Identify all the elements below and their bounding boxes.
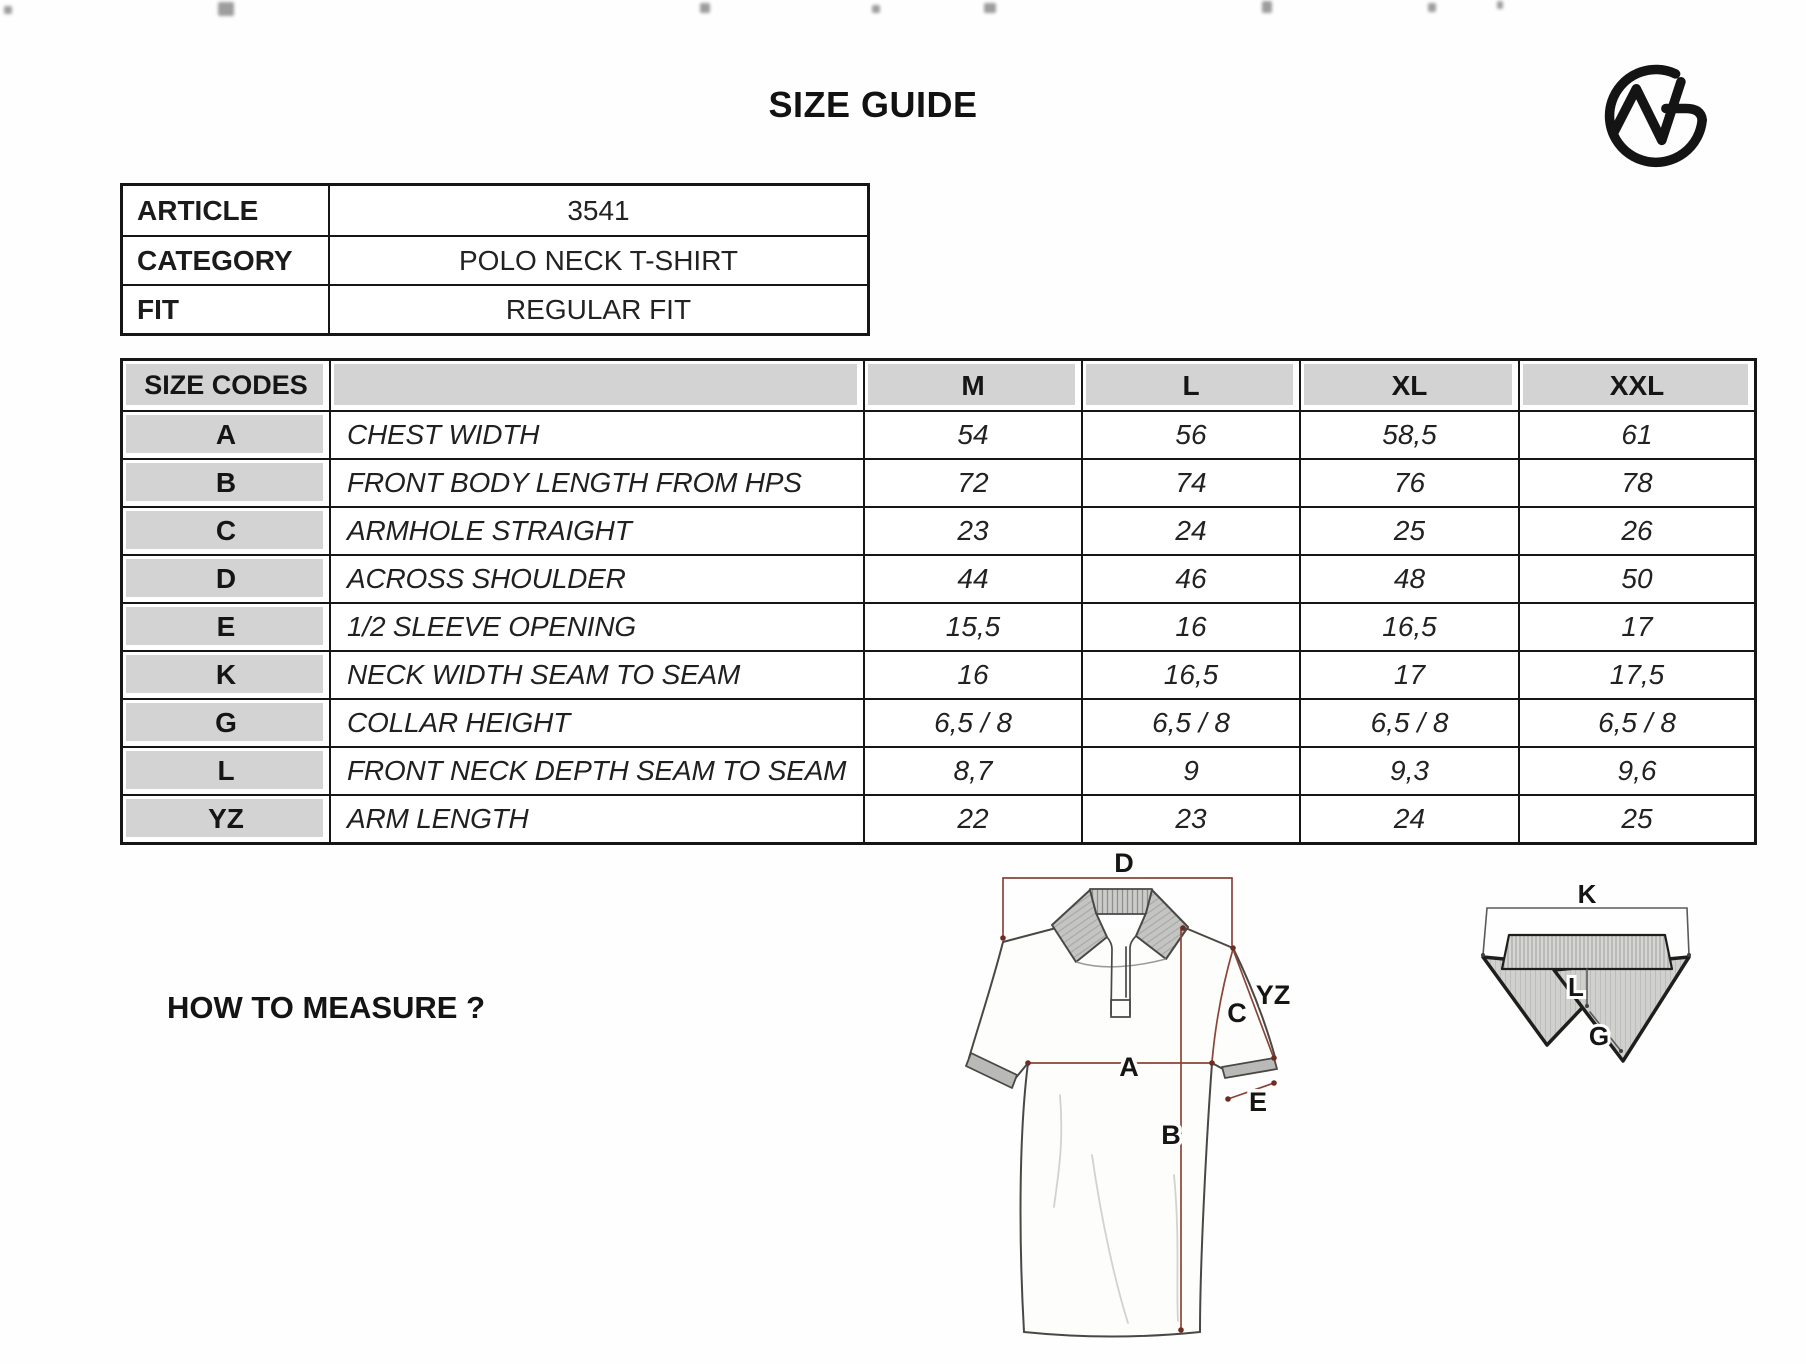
value-xl: 9,3 xyxy=(1390,755,1429,786)
description-cell xyxy=(329,460,863,506)
value-m: 16 xyxy=(957,659,989,690)
value-cell xyxy=(1518,700,1754,746)
value-m: 44 xyxy=(957,563,989,594)
size-header-xxl xyxy=(1518,361,1754,410)
description-label: FRONT BODY LENGTH FROM HPS xyxy=(347,467,802,498)
article-info-table xyxy=(120,183,870,336)
value-cell xyxy=(1299,460,1518,506)
description-cell xyxy=(329,604,863,650)
code-label: YZ xyxy=(208,803,244,834)
measure-label-g: G xyxy=(1588,1021,1610,1051)
value-cell xyxy=(1518,460,1754,506)
measure-label-d: D xyxy=(1114,848,1134,878)
value-cell xyxy=(1299,652,1518,698)
value-cell xyxy=(863,508,1081,554)
fit-row xyxy=(123,284,867,333)
value-xl: 17 xyxy=(1393,659,1426,690)
code-cell xyxy=(123,556,329,602)
measure-dot xyxy=(1619,1049,1623,1053)
shirt-diagram xyxy=(940,845,1410,1345)
value-cell xyxy=(863,652,1081,698)
value-cell xyxy=(1081,556,1299,602)
value-xl: 16,5 xyxy=(1382,611,1437,642)
value-cell xyxy=(1299,748,1518,794)
size-header-label: XXL xyxy=(1609,369,1665,401)
size-codes-header: SIZE CODES xyxy=(144,370,308,400)
value-xxl: 17,5 xyxy=(1609,659,1665,690)
description-label: 1/2 SLEEVE OPENING xyxy=(347,611,636,642)
description-cell xyxy=(329,556,863,602)
measure-dot xyxy=(1271,1055,1277,1061)
table-row-l xyxy=(123,746,1754,794)
description-label: CHEST WIDTH xyxy=(347,419,540,450)
description-label: ARMHOLE STRAIGHT xyxy=(347,515,632,546)
value-m: 6,5 / 8 xyxy=(934,707,1012,738)
measure-dot xyxy=(1209,1060,1215,1066)
measure-dot xyxy=(1025,1060,1031,1066)
description-label: FRONT NECK DEPTH SEAM TO SEAM xyxy=(347,755,847,786)
how-to-measure-label: HOW TO MEASURE ? xyxy=(167,990,486,1025)
table-row-yz xyxy=(123,794,1754,842)
value-cell xyxy=(863,700,1081,746)
article-value: 3541 xyxy=(567,194,630,226)
size-table xyxy=(120,358,1757,845)
table-row-a xyxy=(123,410,1754,458)
value-m: 54 xyxy=(957,419,989,450)
value-cell xyxy=(1299,556,1518,602)
value-cell xyxy=(1518,508,1754,554)
table-row-c xyxy=(123,506,1754,554)
value-cell xyxy=(863,412,1081,458)
value-xl: 24 xyxy=(1393,803,1426,834)
measure-label-b: B xyxy=(1161,1120,1181,1150)
scan-artifact xyxy=(872,5,880,13)
collar-detail-band xyxy=(1502,935,1672,969)
code-label: E xyxy=(216,611,236,642)
measure-dot xyxy=(1481,953,1485,957)
measure-label-k: K xyxy=(1577,879,1597,909)
value-m: 72 xyxy=(957,467,989,498)
value-cell xyxy=(1299,700,1518,746)
logo-zigzag xyxy=(1614,82,1681,141)
code-cell xyxy=(123,700,329,746)
article-label: ARTICLE xyxy=(123,186,330,235)
value-cell xyxy=(1518,556,1754,602)
value-l: 16,5 xyxy=(1163,659,1219,690)
size-header-label: M xyxy=(961,369,985,401)
scan-artifact xyxy=(1428,3,1436,12)
value-l: 56 xyxy=(1175,419,1207,450)
measure-label-e: E xyxy=(1248,1087,1268,1117)
scan-artifact xyxy=(1497,1,1503,9)
measure-label-c: C xyxy=(1227,998,1247,1028)
code-cell xyxy=(123,748,329,794)
table-row-e xyxy=(123,602,1754,650)
value-cell xyxy=(863,460,1081,506)
code-label: G xyxy=(215,707,237,738)
code-cell xyxy=(123,652,329,698)
value-xl: 76 xyxy=(1393,467,1426,498)
table-row-d xyxy=(123,554,1754,602)
size-header-l xyxy=(1081,361,1299,410)
value-m: 22 xyxy=(957,803,989,834)
scan-artifact xyxy=(218,2,234,16)
measure-label-yz: YZ xyxy=(1255,980,1291,1010)
value-m: 15,5 xyxy=(945,611,1001,642)
value-xxl: 25 xyxy=(1621,803,1653,834)
measure-label-l: L xyxy=(1568,972,1584,1002)
value-cell xyxy=(863,604,1081,650)
value-cell xyxy=(1518,796,1754,842)
scan-artifact xyxy=(984,3,996,13)
description-header-cell xyxy=(329,361,863,410)
code-label: D xyxy=(215,563,237,594)
description-cell xyxy=(329,652,863,698)
category-value: POLO NECK T-SHIRT xyxy=(458,244,739,276)
fit-value: REGULAR FIT xyxy=(505,293,692,325)
size-header-xl xyxy=(1299,361,1518,410)
value-l: 46 xyxy=(1175,563,1207,594)
description-label: NECK WIDTH SEAM TO SEAM xyxy=(347,659,741,690)
value-xxl: 9,6 xyxy=(1617,755,1657,786)
value-cell xyxy=(863,556,1081,602)
fit-label: FIT xyxy=(123,286,330,333)
value-xxl: 17 xyxy=(1621,611,1653,642)
value-xxl: 61 xyxy=(1621,419,1653,450)
value-m: 8,7 xyxy=(953,755,993,786)
code-label: L xyxy=(217,755,235,786)
value-cell xyxy=(1081,460,1299,506)
category-row xyxy=(123,235,867,284)
measure-label-a: A xyxy=(1119,1052,1139,1082)
measure-dot xyxy=(1271,1080,1277,1086)
size-header-m xyxy=(863,361,1081,410)
code-label: C xyxy=(215,515,237,546)
size-table-header-row xyxy=(123,361,1754,410)
gray-fill xyxy=(334,364,857,405)
value-cell xyxy=(1081,796,1299,842)
measure-dot xyxy=(1225,1096,1231,1102)
value-l: 16 xyxy=(1175,611,1207,642)
value-cell xyxy=(1518,604,1754,650)
value-cell xyxy=(1299,796,1518,842)
brand-logo-icon xyxy=(1598,58,1714,174)
value-m: 23 xyxy=(957,515,989,546)
value-cell xyxy=(1299,412,1518,458)
value-l: 6,5 / 8 xyxy=(1152,707,1230,738)
value-xl: 6,5 / 8 xyxy=(1370,707,1449,738)
size-header-label: XL xyxy=(1391,369,1428,401)
value-l: 74 xyxy=(1175,467,1207,498)
value-xl: 58,5 xyxy=(1382,419,1437,450)
table-row-k xyxy=(123,650,1754,698)
description-label: ARM LENGTH xyxy=(347,803,529,834)
measure-dot xyxy=(1180,925,1186,931)
value-cell xyxy=(1081,508,1299,554)
code-cell xyxy=(123,460,329,506)
scan-artifact xyxy=(4,6,12,14)
value-cell xyxy=(1081,412,1299,458)
value-xl: 25 xyxy=(1393,515,1426,546)
collar-diagram xyxy=(1478,878,1708,1078)
measure-dot xyxy=(1687,953,1691,957)
code-label: A xyxy=(215,419,237,450)
value-xxl: 26 xyxy=(1621,515,1653,546)
code-cell xyxy=(123,412,329,458)
value-l: 24 xyxy=(1175,515,1207,546)
value-cell xyxy=(1081,748,1299,794)
value-cell xyxy=(1081,652,1299,698)
value-cell xyxy=(1299,508,1518,554)
value-cell xyxy=(1518,748,1754,794)
code-label: B xyxy=(215,467,237,498)
value-xxl: 78 xyxy=(1621,467,1653,498)
shirt-body xyxy=(1003,927,1233,1337)
table-row-b xyxy=(123,458,1754,506)
scan-artifact xyxy=(1262,1,1272,13)
category-label: CATEGORY xyxy=(123,237,330,284)
value-cell xyxy=(1299,604,1518,650)
value-l: 9 xyxy=(1183,755,1199,786)
description-cell xyxy=(329,700,863,746)
code-label: K xyxy=(215,659,237,690)
size-header-label: L xyxy=(1182,369,1200,401)
measure-dot xyxy=(1585,1004,1589,1008)
size-codes-header-cell xyxy=(123,361,329,410)
measure-dot xyxy=(1000,935,1006,941)
value-cell xyxy=(1518,412,1754,458)
description-label: ACROSS SHOULDER xyxy=(347,563,626,594)
description-cell xyxy=(329,412,863,458)
value-l: 23 xyxy=(1175,803,1207,834)
table-row-g xyxy=(123,698,1754,746)
value-xxl: 50 xyxy=(1621,563,1653,594)
value-xl: 48 xyxy=(1393,563,1426,594)
value-cell xyxy=(1081,700,1299,746)
measure-dot xyxy=(1230,945,1236,951)
scan-artifact xyxy=(700,3,710,13)
description-cell xyxy=(329,796,863,842)
page-title: SIZE GUIDE xyxy=(768,84,978,125)
value-cell xyxy=(863,796,1081,842)
code-cell xyxy=(123,796,329,842)
description-cell xyxy=(329,748,863,794)
code-cell xyxy=(123,604,329,650)
measure-dot xyxy=(1178,1327,1184,1333)
description-cell xyxy=(329,508,863,554)
code-cell xyxy=(123,508,329,554)
value-cell xyxy=(863,748,1081,794)
description-label: COLLAR HEIGHT xyxy=(347,707,570,738)
article-row xyxy=(123,186,867,235)
value-cell xyxy=(1518,652,1754,698)
value-xxl: 6,5 / 8 xyxy=(1598,707,1676,738)
value-cell xyxy=(1081,604,1299,650)
